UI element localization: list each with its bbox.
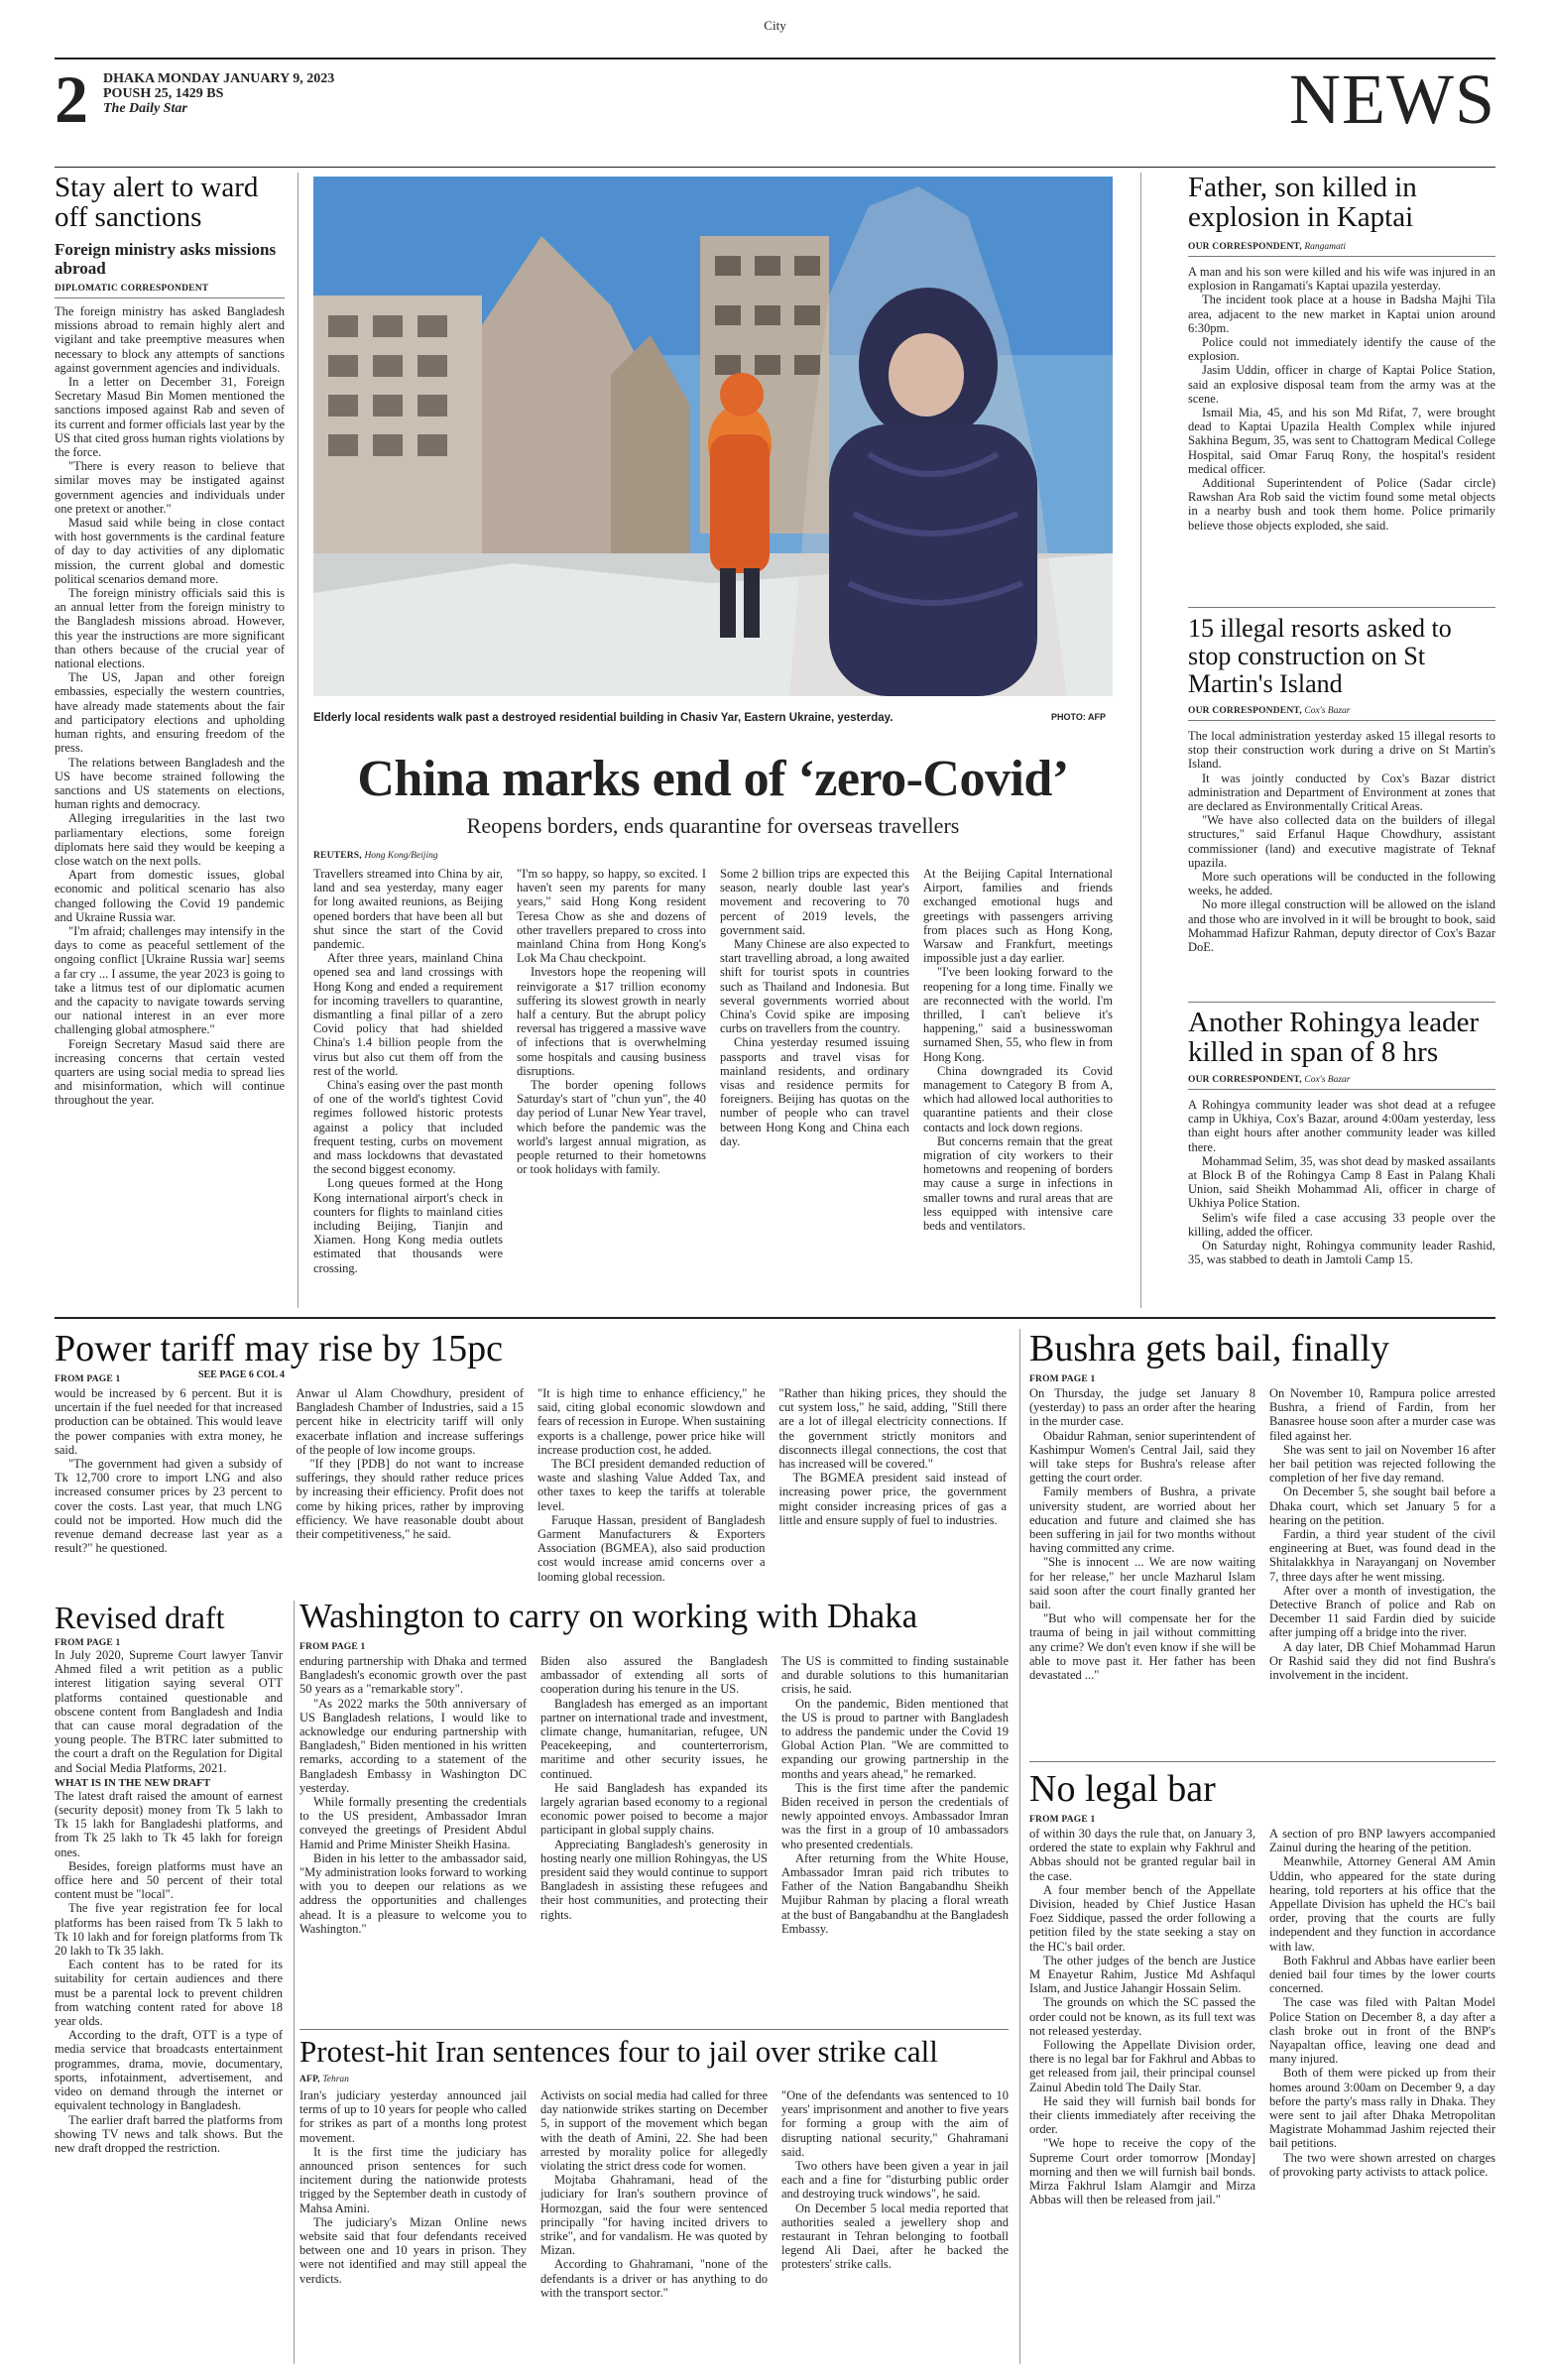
headline: Power tariff may rise by 15pc — [55, 1329, 504, 1369]
headline: Stay alert to ward off sanctions — [55, 172, 259, 233]
headline: Revised draft — [55, 1601, 225, 1635]
lead-headline: China marks end of ‘zero-Covid’ — [357, 751, 1069, 807]
headline: Washington to carry on working with Dhaka — [299, 1597, 918, 1635]
body-text: On Thursday, the judge set January 8 (yesterday) to pass an order after the hearing in the murder case. Obaidur Rahman, senior superintendent of Kashimpur Women's Central Jail, said they will take steps for Bushra's release after getting the court order. Family members of Bushra, a private university student, are worried about her education and future and claimed she has been suffering in jail for two months without having committed any crime. "She is innocent ... We are now waiting for her release," her uncle Mazharul Islam said soon after the court finally granted her bail. "But who will compensate her for the trauma of being in jail without committing any crime? We don't even know if she will be able to move past it. Her father has been devastated ..." On November 10, Rampura police arrested Bushra, a friend of Fardin, from her Banasree house soon after a murder case was filed against her. She was sent to jail on November 16 after her bail petition was rejected following the completion of her five day remand. On December 5, she sought bail before a Dhaka court, which set January 5 for a hearing on the petition. Fardin, a third year student of the civil engineering at Buet, was found dead in the Shitalakkhya in Narayanganj on November 7, three days after he went missing. After over a month of investigation, the Detective Branch of police and Rab on December 11 said Fardin died by suicide after jumping off a bridge into the river. A day later, DB Chief Mohammad Harun Or Rashid said they did not find Bushra's involvement in the incident. — [1029, 1386, 1495, 1683]
from-page: FROM PAGE 1 — [55, 1374, 121, 1384]
photo-caption: Elderly local residents walk past a destroyed residential building in Chasiv Yar, Eastern Ukraine, yesterday. — [313, 712, 894, 724]
masthead-dateline — [103, 71, 334, 116]
headline: Another Rohingya leader killed in span of 8 hrs — [1188, 1008, 1480, 1068]
photo-credit: PHOTO: AFP — [1051, 712, 1107, 722]
story-sanctions — [55, 173, 285, 1380]
subhead: WHAT IS IN THE NEW DRAFT — [55, 1776, 211, 1789]
headline: Protest-hit Iran sentences four to jail over strike call — [299, 2035, 938, 2069]
story-iran-strike — [299, 2035, 1009, 2368]
story-rohingya-leader — [1188, 1008, 1495, 1308]
body-text: In July 2020, Supreme Court lawyer Tanvir Ahmed filed a writ petition as a public interest litigation saying several OTT platforms contained questionable and obscene content from Bangladesh and India that can cause moral degradation of the young people. The BTRC later submitted to the court a draft on the Regulation for Digital and Social Media Platforms, 2021. WHAT IS IN THE NEW DRAFT The latest draft raised the amount of earnest (security deposit) money from Tk 5 lakh to Tk 15 lakh for Bangladeshi platforms, and from Tk 25 lakh to Tk 45 lakh for foreign ones. Besides, foreign platforms must have an office here and 50 percent of their total content must be "local". The five year registration fee for local platforms has been raised from Tk 5 lakh to Tk 10 lakh and for foreign platforms from Tk 20 lakh to Tk 35 lakh. Each content has to be rated for its suitability for certain audiences and there must be a parental lock to prevent children from watching content rated for above 18 year olds. According to the draft, OTT is a type of media service that broadcasts entertainment programmes, drama, movie, documentary, sports, infotainment, advertisement, and video on demand through the internet or equivalent technology in Bangladesh. The earlier draft barred the platforms from showing TV news and talk shows. But the new draft dropped the restriction. — [55, 1648, 283, 2155]
body-text: The foreign ministry has asked Bangladesh missions abroad to remain highly alert and vigilant and take preemptive measures when necessary to block any attempts of sanctions against government agencies and individuals. In a letter on December 31, Foreign Secretary Masud Bin Momen mentioned the sanctions imposed against Rab and seven of its current and former officials last year by the US that cited gross human rights violations by the force. "There is every reason to believe that similar moves may be instigated against government agencies and individuals under one pretext or another." Masud said while being in close contact with host governments is the cardinal feature of day to day activities of any diplomatic mission, the current global and domestic political scenarios demand more. The foreign ministry officials said this is an annual letter from the foreign ministry to the Bangladesh missions abroad. However, this year the instructions are more significant than others because of the crucial year of national elections. The US, Japan and other foreign embassies, especially the western countries, have already made statements about the fair and participatory elections and upholding human rights, and ensuring freedom of the press. The relations between Bangladesh and the US have become strained following the sanctions and US statements on elections, human rights and democracy. Alleging irregularities in the last two parliamentary elections, some foreign diplomats here said they would be keeping a close watch on the next polls. Apart from domestic issues, global economic and political scenario has also changed following the Covid 19 pandemic and Ukraine Russia war. "I'm afraid; challenges may intensify in the days to come as peaceful settlement of the ongoing conflict [Ukraine Russia war] seems a far cry ... I assume, the year 2023 is going to take a litmus test of our diplomatic acumen and the capacity to navigate towards serving our national interest in an ever more challenging global atmosphere." Foreign Secretary Masud said there are increasing concerns that certain vested quarters are using social media to spread lies and misinformation, which will continue throughout the year. — [55, 304, 285, 1108]
column-divider — [1019, 1329, 1020, 2364]
section-title: NEWS — [1289, 60, 1495, 139]
masthead-rule — [55, 58, 1495, 60]
story-divider — [299, 2029, 1009, 2030]
byline: REUTERS, Hong Kong/Beijing — [313, 851, 438, 861]
body-text: enduring partnership with Dhaka and termed Bangladesh's economic growth over the past 50 years as a "remarkable story". "As 2022 marks the 50th anniversary of US Bangladesh relations, I would like to acknowledge our enduring partnership with Bangladesh," Biden mentioned in his written remarks, according to a statement of the Bangladesh Embassy in Washington DC yesterday. While formally presenting the credentials to the US president, Ambassador Imran conveyed the greetings of President Abdul Hamid and Prime Minister Sheikh Hasina. Biden in his letter to the ambassador said, "My administration looks forward to working with you to deepen our relations as we address the opportunities and challenges ahead. It is a pleasure to welcome you to Washington." Biden also assured the Bangladesh ambassador of extending all sorts of cooperation during his tenure in the US. Bangladesh has emerged as an important partner on international trade and investment, climate change, humanitarian, refugee, UN Peacekeeping, and counterterrorism, maritime and other security issues, he continued. He said Bangladesh has expanded its largely agrarian based economy to a regional economic power poised to become a major participant in global supply chains. Appreciating Bangladesh's generosity in hosting nearly one million Rohingyas, the US president said they would continue to support Bangladesh in assisting these refugees and their host communities, and protecting their rights. The US is committed to finding sustainable and durable solutions to this humanitarian crisis, he said. On the pandemic, Biden mentioned that the US is proud to partner with Bangladesh to address the pandemic under the Covid 19 Global Action Plan. "We are committed to expanding our growing partnership in the months and years ahead," he remarked. This is the first time after the pandemic Biden received in person the credentials of newly appointed envoys. Ambassador Imran was the first in a group of 10 ambassadors who presented credentials. After returning from the White House, Ambassador Imran paid rich tributes to Father of the Nation Bangabandhu Sheikh Mujibur Rahman by placing a floral wreath at the bust of Bangabandhu at the Bangladesh Embassy. — [299, 1654, 1009, 1936]
issue-date: DHAKA MONDAY JANUARY 9, 2023 — [103, 71, 335, 86]
story-no-legal-bar — [1029, 1769, 1495, 2368]
headline: No legal bar — [1029, 1769, 1216, 1810]
byline: AFP, Tehran — [299, 2075, 349, 2084]
column-divider — [294, 1601, 295, 2364]
body-text: would be increased by 6 percent. But it is uncertain if the fuel needed for that increased production can be obtained. This would leave the power companies with extra money, he said. "The government had given a subsidy of Tk 12,700 crore to import LNG and also increased consumer prices by 23 percent to cover the costs. Last year, that much LNG could not be imported. How much did the revenue demand decrease last year as a result?" he questioned. Anwar ul Alam Chowdhury, president of Bangladesh Chamber of Industries, said a 15 percent hike in electricity tariff will only exacerbate inflation and increase sufferings of the people of low income groups. "If they [PDB] do not want to increase sufferings, they should rather reduce prices by increasing their efficiency. Profit does not come by hiking prices, rather by improving efficiency. We have reasonable doubt about their competitiveness," he said. "It is high time to enhance efficiency," he said, citing global economic slowdown and fears of recession in Europe. When sustaining exports is a challenge, power price hike will increase production cost, he added. The BCI president demanded reduction of waste and slashing Value Added Tax, and other taxes to keep the tariffs at tolerable level. Faruque Hassan, president of Bangladesh Garment Manufacturers & Exporters Association (BGMEA), also said production cost would increase amid concerns over a looming global recession. "Rather than hiking prices, they should the cut system loss," he said, adding, "Still there are a lot of illegal electricity connections. If the government strictly monitors and disconnects illegal connections, the cost that has increased will be covered." The BGMEA president said instead of increasing power price, the government might consider increasing prices of gas a little and ensure supply of fuel to industries. — [55, 1386, 1007, 1584]
story-power-tariff — [55, 1329, 1007, 1597]
body-text: The local administration yesterday asked 15 illegal resorts to stop their construction work during a drive on St Martin's Island. It was jointly conducted by Cox's Bazar district administration and Department of Environment at zones that are declared as Environmentally Critical Areas. "We have also collected data on the builders of illegal structures," said Erfanul Haque Chowdhury, assistant commissioner (land) and executive magistrate of Teknaf upazila. More such operations will be conducted in the following weeks, he added. No more illegal construction will be allowed on the island and those who are involved in it will be brought to book, said Mohammad Hafizur Rahman, deputy director of Cox's Bazar DoE. — [1188, 729, 1495, 955]
from-page: FROM PAGE 1 — [55, 1638, 121, 1648]
story-kaptai-explosion — [1188, 173, 1495, 601]
from-page: FROM PAGE 1 — [1029, 1815, 1096, 1825]
body-text: Travellers streamed into China by air, land and sea yesterday, many eager for long awaited reunions, as Beijing opened borders that have been all but shut since the start of the Covid pandemic. After three years, mainland China opened sea and land crossings with Hong Kong and ended a requirement for incoming travellers to quarantine, dismantling a final pillar of a zero Covid policy that had shielded China's 1.4 billion people from the virus but also cut them off from the rest of the world. China's easing over the past month of one of the world's tightest Covid regimes followed historic protests against a policy that included frequent testing, curbs on movement and mass lockdowns that devastated the second biggest economy. Long queues formed at the Hong Kong international airport's check in counters for flights to mainland cities including Beijing, Tianjin and Xiamen. Hong Kong media outlets estimated that thousands were crossing. "I'm so happy, so happy, so excited. I haven't seen my parents for many years," said Hong Kong resident Teresa Chow as she and dozens of other travellers prepared to cross into mainland China from Hong Kong's Lok Ma Chau checkpoint. Investors hope the reopening will reinvigorate a $17 trillion economy suffering its slowest growth in nearly half a century. But the abrupt policy reversal has triggered a massive wave of infections that is overwhelming some hospitals and causing business disruptions. The border opening follows Saturday's start of "chun yun", the 40 day period of Lunar New Year travel, which before the pandemic was the world's largest annual migration, as people returned to their hometowns or took holidays with family. Some 2 billion trips are expected this season, nearly double last year's movement and recovering to 70 percent of 2019 levels, the government said. Many Chinese are also expected to start travelling abroad, a long awaited shift for tourist spots in countries such as Thailand and Indonesia. But several governments worried about China's Covid spike are imposing curbs on travellers from the country. China yesterday resumed issuing passports and travel visas for mainland residents, and ordinary visas and residence permits for foreigners. Beijing has quotas on the number of people who can travel between Hong Kong and China each day. At the Beijing Capital International Airport, families and friends exchanged emotional hugs and greetings with passengers arriving from places such as Hong Kong, Warsaw and Frankfurt, meetings impossible just a day earlier. "I've been looking forward to the reopening for a long time. Finally we are reconnected with the world. I'm thrilled, I can't believe it's happening," said a businesswoman surnamed Shen, 55, who flew in from Hong Kong. China downgraded its Covid management to Category B from A, which had allowed local authorities to quarantine patients and their close contacts and lock down regions. But concerns remain that the great migration of city workers to their hometowns and reopening of borders may cause a surge in infections in smaller towns and rural areas that are less equipped with intensive care beds and ventilators. — [313, 867, 1113, 1275]
story-revised-draft — [55, 1601, 283, 2364]
ruined-building-scene-illustration — [313, 177, 1113, 696]
byline: DIPLOMATIC CORRESPONDENT — [55, 284, 285, 298]
from-page: FROM PAGE 1 — [1029, 1374, 1096, 1384]
masthead-bottom-rule — [55, 167, 1495, 168]
paper-name: The Daily Star — [103, 101, 187, 116]
story-china-covid — [313, 851, 1113, 1313]
headline: Father, son killed in explosion in Kaptai — [1188, 173, 1417, 233]
section-label: City — [764, 18, 786, 33]
byline: OUR CORRESPONDENT, Rangamati — [1188, 242, 1495, 257]
byline: OUR CORRESPONDENT, Cox's Bazar — [1188, 706, 1495, 721]
continuation-link[interactable]: SEE PAGE 6 COL 4 — [197, 1369, 285, 1380]
body-text: of within 30 days the rule that, on January 3, ordered the state to explain why Fakhrul and Abbas should not be granted regular bail in the case. A four member bench of the Appellate Division, headed by Chief Justice Hasan Foez Siddique, passed the order following a petition filed by the state seeking a stay on the HC's bail order. The other judges of the bench are Justice M Enayetur Rahim, Justice Md Ashfaqul Islam, and Justice Jahangir Hossain Selim. The grounds on which the SC passed the order could not be known, as its full text was not released yesterday. Following the Appellate Division order, there is no legal bar for Fakhrul and Abbas to get released from jail, their principal counsel Zainul Abedin told The Daily Star. He said they will furnish bail bonds for their clients immediately after receiving the order. "We hope to receive the copy of the Supreme Court order tomorrow [Monday] morning and then we will furnish bail bonds. Mirza Fakhrul Islam Alamgir and Mirza Abbas will then be released from jail." A section of pro BNP lawyers accompanied Zainul during the hearing of the petition. Meanwhile, Attorney General AM Amin Uddin, who appeared for the state during hearing, told reporters at his office that the Appellate Division has upheld the HC's bail order, proving that the courts are fully independent and they function in accordance with law. Both Fakhrul and Abbas have earlier been denied bail four times by the lower courts concerned. The case was filed with Paltan Model Police Station on December 8, a day after a clash broke out in front of the BNP's Nayapaltan office, leaving one dead and many injured. Both of them were picked up from their homes around 3:00am on December 9, a day before the party's mass rally in Dhaka. They were sent to jail after Dhaka Metropolitan Magistrate Mohammad Jashim rejected their bail petitions. The two were shown arrested on charges of provoking party activists to attack police. — [1029, 1827, 1495, 2207]
lower-section-rule — [55, 1317, 1495, 1319]
page-number: 2 — [55, 61, 88, 137]
column-divider — [1140, 173, 1141, 1308]
byline: OUR CORRESPONDENT, Cox's Bazar — [1188, 1075, 1495, 1090]
story-st-martin-resorts — [1188, 615, 1495, 1002]
story-washington-dhaka — [299, 1597, 1009, 2023]
deck: Foreign ministry asks missions abroad — [55, 240, 277, 278]
news-photo — [313, 177, 1113, 696]
headline: Bushra gets bail, finally — [1029, 1329, 1390, 1369]
lead-deck: Reopens borders, ends quarantine for overseas travellers — [466, 813, 960, 838]
story-bushra-bail — [1029, 1329, 1495, 1755]
body-text: A Rohingya community leader was shot dead at a refugee camp in Ukhiya, Cox's Bazar, around 4:00am yesterday, less than eight hours after another community leader was killed there. Mohammad Selim, 35, was shot dead by masked assailants at Block B of the Rohingya Camp 8 East in Palang Khali Union, said Sheikh Mohammad Ali, officer in charge of Ukhiya Police Station. Selim's wife filed a case accusing 33 people over the killing, added the officer. On Saturday night, Rohingya community leader Rashid, 35, was stabbed to death in Jamtoli Camp 15. — [1188, 1098, 1495, 1267]
headline: 15 illegal resorts asked to stop construction on St Martin's Island — [1188, 615, 1452, 698]
story-divider — [1188, 1002, 1495, 1003]
body-text: A man and his son were killed and his wife was injured in an explosion in Rangamati's Kaptai upazila yesterday. The incident took place at a house in Badsha Majhi Tila area, adjacent to the new market in Kaptai union around 6:30pm. Police could not immediately identify the cause of the explosion. Jasim Uddin, officer in charge of Kaptai Police Station, said an explosive disposal team from the army was at the scene. Ismail Mia, 45, and his son Md Rifat, 7, were brought dead to Kaptai Upazila Health Complex while injured Sakhina Begum, 35, was sent to Chattogram Medical College Hospital, said Omar Faruq Rony, the hospital's resident medical officer. Additional Superintendent of Police (Sadar circle) Rawshan Ara Rob said the victim found some metal objects in a nearby bush and took them home. Police primarily believe those objects exploded, she said. — [1188, 265, 1495, 533]
story-divider — [1029, 1761, 1495, 1762]
story-divider — [1188, 607, 1495, 608]
body-text: Iran's judiciary yesterday announced jail terms of up to 10 years for people who called for strikes as part of a months long protest movement. It is the first time the judiciary has announced prison sentences for such incitement during the nationwide protests trigged by the September death in custody of Mahsa Amini. The judiciary's Mizan Online news website said that four defendants received between one and 10 years in prison. They were not identified and may still appeal the verdicts. Activists on social media had called for three day nationwide strikes starting on December 5, in support of the movement which began with the death of Amini, 22. She had been arrested by morality police for allegedly violating the strict dress code for women. Mojtaba Ghahramani, head of the judiciary for Iran's southern province of Hormozgan, said the four were sentenced principally "for having incited drivers to strike", and for vandalism. He was quoted by Mizan. According to Ghahramani, "none of the defendants is a driver or has anything to do with the transport sector." "One of the defendants was sentenced to 10 years' imprisonment and another to five years for forming a group with the aim of disrupting national security," Ghahramani said. Two others have been given a year in jail each and a fine for "disturbing public order and destroying truck windows", he said. On December 5 local media reported that authorities sealed a jewellery shop and restaurant in Tehran belonging to football legend Ali Daei, after he backed the protesters' strike calls. — [299, 2088, 1009, 2300]
from-page: FROM PAGE 1 — [299, 1642, 366, 1652]
bangla-date: POUSH 25, 1429 BS — [103, 86, 224, 101]
